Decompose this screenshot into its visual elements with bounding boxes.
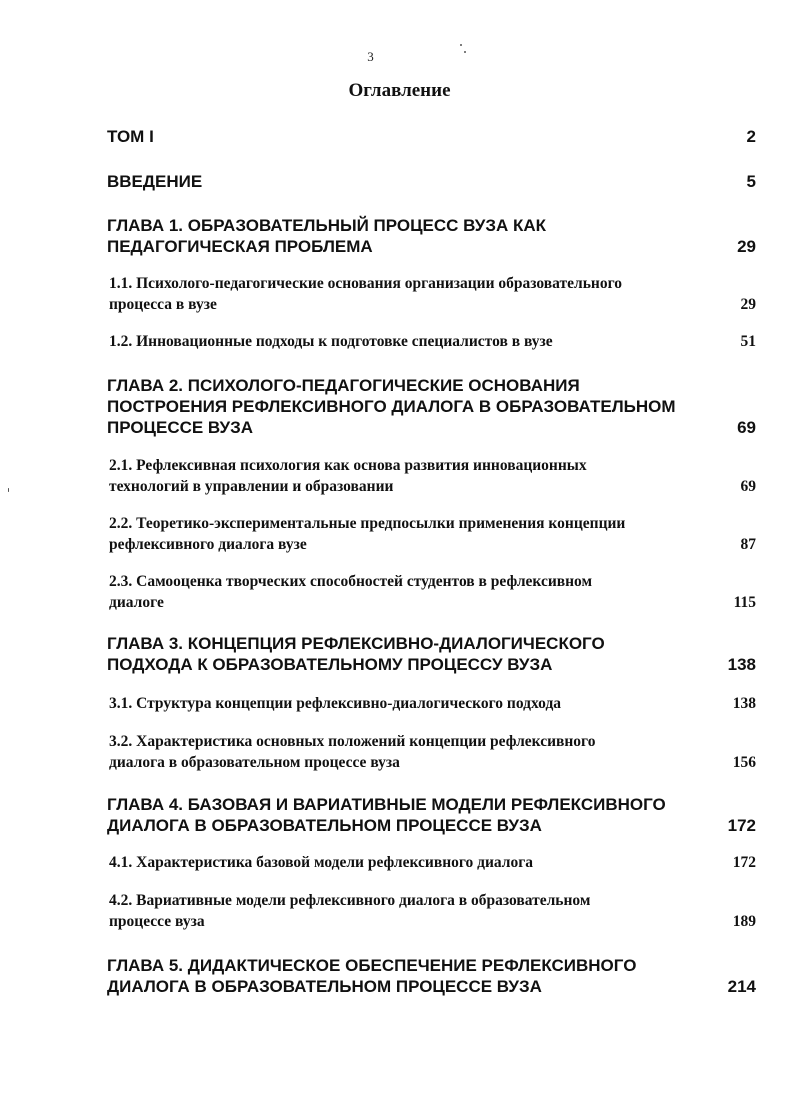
toc-chapter-entry [0, 955, 799, 997]
toc-entry-title-line: технологий в управлении и образовании [109, 478, 394, 495]
toc-entry-page-number: 138 [732, 695, 756, 712]
toc-entry-title-line: ГЛАВА 3. КОНЦЕПЦИЯ РЕФЛЕКСИВНО-ДИАЛОГИЧЕСКОГО [107, 634, 605, 653]
toc-entry-title-line: ДИАЛОГА В ОБРАЗОВАТЕЛЬНОМ ПРОЦЕССЕ ВУЗА [107, 977, 542, 996]
toc-entry-page-number: 87 [740, 536, 756, 553]
toc-section-entry [0, 455, 799, 497]
toc-section-entry [0, 890, 799, 932]
toc-entry-title-line: ПРОЦЕССЕ ВУЗА [107, 418, 254, 437]
toc-chapter-entry [0, 633, 799, 675]
toc-chapter-entry [0, 375, 799, 438]
toc-section-entry [0, 731, 799, 773]
toc-entry-title-line: диалоге [109, 594, 164, 611]
toc-entry-title-line: процесса в вузе [109, 296, 217, 313]
toc-entry-title-line: ГЛАВА 2. ПСИХОЛОГО-ПЕДАГОГИЧЕСКИЕ ОСНОВАНИЯ [107, 376, 580, 395]
toc-entry-page-number: 69 [737, 418, 756, 437]
toc-entry-page-number: 5 [746, 172, 756, 191]
toc-entry-page-number: 29 [740, 296, 756, 313]
toc-entry-title-line: ТОМ I [107, 127, 154, 146]
toc-entry-page-number: 29 [737, 237, 756, 256]
toc-entry-page-number: 138 [727, 655, 756, 674]
toc-entry-title-line: 1.1. Психолого-педагогические основания организации образовательного [109, 275, 622, 292]
toc-entry-page-number: 214 [727, 977, 756, 996]
toc-entry-title-line: диалога в образовательном процессе вуза [109, 754, 400, 771]
toc-entry-title-line: 3.2. Характеристика основных положений концепции рефлексивного [109, 733, 596, 750]
toc-section-entry [0, 513, 799, 555]
toc-entry-title-line: 4.1. Характеристика базовой модели рефлексивного диалога [109, 854, 534, 871]
toc-entry-page-number: 51 [740, 333, 756, 350]
toc-chapter-entry [0, 794, 799, 836]
toc-entry-title-line: 2.1. Рефлексивная психология как основа развития инновационных [109, 457, 587, 474]
toc-chapter-entry [0, 126, 799, 147]
toc-chapter-entry [0, 215, 799, 257]
toc-entry-page-number: 156 [732, 754, 756, 771]
toc-entry-title-line: 4.2. Вариативные модели рефлексивного диалога в образовательном [109, 892, 591, 909]
toc-section-entry [0, 571, 799, 613]
toc-section-entry [0, 331, 799, 352]
toc-section-entry [0, 273, 799, 315]
toc-entry-title-line: ПЕДАГОГИЧЕСКАЯ ПРОБЛЕМА [107, 237, 373, 256]
page-number-text: 3 [367, 49, 374, 64]
toc-entry-title-line: ДИАЛОГА В ОБРАЗОВАТЕЛЬНОМ ПРОЦЕССЕ ВУЗА [107, 816, 542, 835]
toc-entry-page-number: 2 [746, 127, 756, 146]
toc-entry-title-line: ГЛАВА 5. ДИДАКТИЧЕСКОЕ ОБЕСПЕЧЕНИЕ РЕФЛЕКСИВНОГО [107, 956, 637, 975]
toc-section-entry [0, 693, 799, 714]
toc-entry-page-number: 115 [733, 594, 756, 611]
toc-entry-page-number: 69 [740, 478, 756, 495]
toc-entry-page-number: 172 [732, 854, 756, 871]
toc-entry-title-line: 2.3. Самооценка творческих способностей студентов в рефлексивном [109, 573, 593, 590]
toc-entry-title-line: 2.2. Теоретико-экспериментальные предпосылки применения концепции [109, 515, 626, 532]
toc-chapter-entry [0, 171, 799, 192]
toc-entry-title-line: ГЛАВА 4. БАЗОВАЯ И ВАРИАТИВНЫЕ МОДЕЛИ РЕФЛЕКСИВНОГО [107, 795, 666, 814]
toc-entry-title-line: рефлексивного диалога вузе [109, 536, 307, 553]
toc-entry-title-line: 3.1. Структура концепции рефлексивно-диалогического подхода [109, 695, 562, 712]
toc-section-entry [0, 852, 799, 873]
page-title: Оглавление [348, 80, 451, 101]
toc-entry-page-number: 172 [727, 816, 756, 835]
toc-entry-title-line: ГЛАВА 1. ОБРАЗОВАТЕЛЬНЫЙ ПРОЦЕСС ВУЗА КАК [107, 216, 547, 235]
toc-entry-title-line: ПОСТРОЕНИЯ РЕФЛЕКСИВНОГО ДИАЛОГА В ОБРАЗОВАТЕЛЬНОМ [107, 397, 676, 416]
toc-entry-page-number: 189 [732, 913, 756, 930]
toc-entry-title-line: ПОДХОДА К ОБРАЗОВАТЕЛЬНОМУ ПРОЦЕССУ ВУЗА [107, 655, 553, 674]
toc-entry-title-line: ВВЕДЕНИЕ [107, 172, 203, 191]
toc-entry-title-line: процессе вуза [109, 913, 205, 930]
toc-entry-title-line: 1.2. Инновационные подходы к подготовке специалистов в вузе [109, 333, 553, 350]
